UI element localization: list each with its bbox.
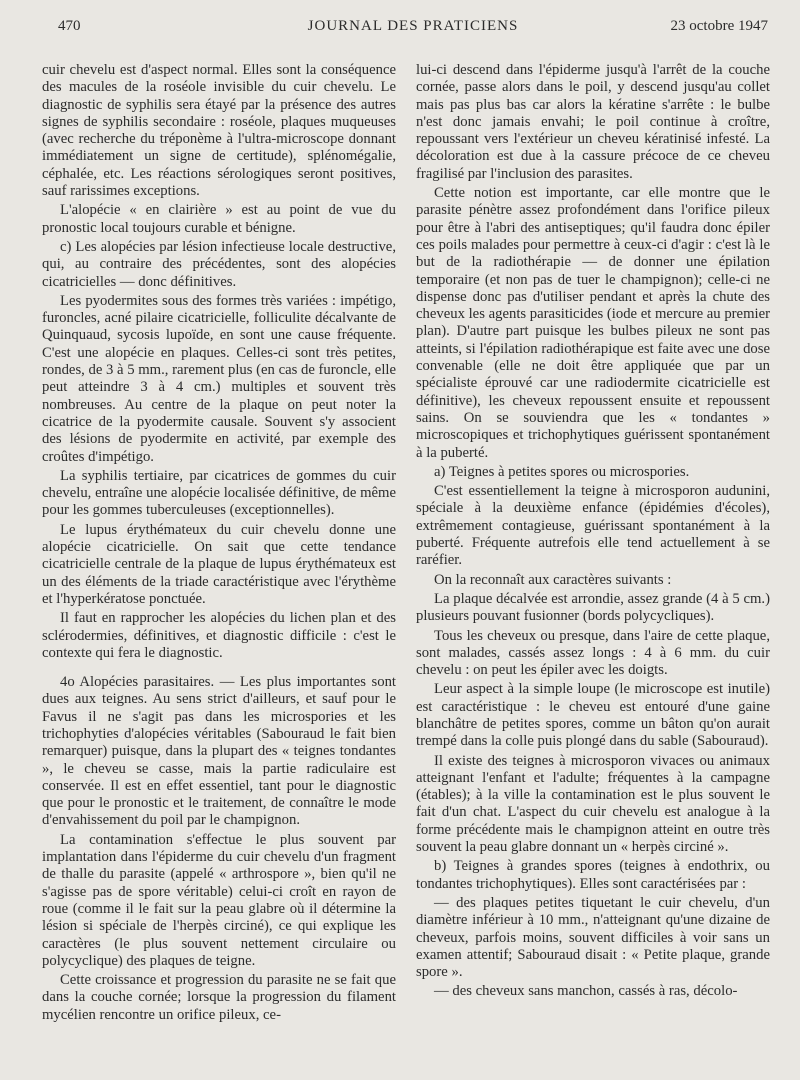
paragraph: On la reconnaît aux caractères suivants : <box>434 571 672 588</box>
paragraph: L'alopécie « en clairière » est au point de vue du pronostic local toujours curable et bénigne. <box>42 202 396 236</box>
paragraph: cuir chevelu est d'aspect normal. Elles sont la conséquence des macules de la roséole invisible du cuir chevelu. Le diagnostic de syphilis sera étayé par la présence des autres signes de syphilis secondaire : roséole, plaques muqueuses (avec recherche du tréponème à l'ultra-microscope donnant immédiatement un signe de certitude), splénomégalie, céphalée, etc. Les réactions sérologiques seront positives, sauf rarissimes exceptions. <box>42 62 396 200</box>
paragraph: La contamination s'effectue le plus souvent par implantation dans l'épiderme du cuir chevelu d'un fragment de thalle du parasite (appelé « arthrospore », bien qu'il ne s'agisse pas de spore véritable) celui-ci croît en rayon de roue (comme il le fait sur la peau glabre où il détermine la lésion si spéciale de l'herpès circiné), ce qui explique les caractères (le plus souvent nettement circulaire ou polycyclique) des plaques de teigne. <box>42 831 396 969</box>
left-column <box>42 62 396 1072</box>
paragraph: Il faut en rapprocher les alopécies du lichen plan et des sclérodermies, définitives, et diagnostic difficile : c'est le contexte qui fera le diagnostic. <box>42 610 396 661</box>
paragraph: Cette notion est importante, car elle montre que le parasite pénètre assez profondément dans l'orifice pileux pour être à l'abri des antiseptiques; qu'il faudra donc épiler ces poils malades pour permettre à ceux-ci d'agir : c'est là le but de la radiothérapie — de donner une épilation temporaire (et non pas de tuer le champignon); celle-ci ne dispense donc pas d'utiliser pendant et après la chute des cheveux les agents parasiticides (iode et mercure au premier plan). D'autre part puisque les bulbes pileux ne sont pas atteints, si l'épilation radiothérapique est faite avec une dose convenable (elle ne doit être appliquée que par un spécialiste éprouvé car une radiodermite cicatricielle est définitive), les cheveux repoussent ensuite et repoussent sains. On se souviendra que les « tondantes » microscopiques et trichophytiques guérissent spontanément à la puberté. <box>416 185 770 461</box>
right-column <box>416 62 770 1072</box>
paragraph: La plaque décalvée est arrondie, assez grande (4 à 5 cm.) plusieurs pouvant fusionner (bords polycycliques). <box>416 590 770 625</box>
section-heading-paragraph: 4o Alopécies parasitaires. — Les plus importantes sont dues aux teignes. Au sens strict d'ailleurs, et sauf pour le Favus il ne s'agit pas dans les microspories et les trichophyties d'alopécies véritables (Sabouraud le fait bien remarquer) puisque, dans la plupart des « teignes tondantes », le cheveu se casse, mais la partie radiculaire est conservée. Il est en effet essentiel, tant pour le diagnostic que pour le pronostic et le traitement, de connaître le mode d'envahissement du poil par le champignon. <box>42 674 396 829</box>
paragraph: Il existe des teignes à microsporon vivaces ou animaux atteignant l'enfant et l'adulte; fréquentes à la campagne (étables); à la ville la contamination est le plus souvent le fait d'un chat. L'aspect du cuir chevelu est analogue à la forme précédente mais le champignon atteint en outre très souvent la peau glabre donnant un « herpès circiné ». <box>416 752 770 856</box>
paragraph: Le lupus érythémateux du cuir chevelu donne une alopécie cicatricielle. On sait que cette tendance cicatricielle centrale de la plaque de lupus érythémateux est un des éléments de la triade caractéristique avec l'érythème et l'hyperkératose ponctuée. <box>42 521 396 607</box>
page-number: 470 <box>58 18 81 34</box>
text-columns <box>42 62 770 1072</box>
paragraph: Cette croissance et progression du parasite ne se fait que dans la couche cornée; lorsque la progression du filament mycélien rencontre un orifice pileux, ce- <box>42 972 396 1023</box>
journal-title: JOURNAL DES PRATICIENS <box>307 18 519 34</box>
paragraph: Les pyodermites sous des formes très variées : impétigo, furoncles, acné pilaire cicatricielle, folliculite décalvante de Quinquaud, sycosis lupoïde, en sont une cause fréquente. C'est une alopécie en plaques. Celles-ci sont très petites, rondes, de 3 à 5 mm., rarement plus (en cas de furoncle, elle peut atteindre 3 à 4 cm.) multiples et souvent très nombreuses. Au centre de la plaque on peut noter la cicatrice de la pyodermite causale. Souvent s'y associent des lésions de pyodermite en activité, par exemple des croûtes d'impétigo. <box>42 292 396 465</box>
paragraph: C'est essentiellement la teigne à microsporon audunini, spéciale à la deuxième enfance (épidémies d'écoles), extrêmement contagieuse, guérissant spontanément à la puberté. Fréquente autrefois elle tend actuellement à se raréfier. <box>416 483 770 569</box>
paragraph: La syphilis tertiaire, par cicatrices de gommes du cuir chevelu, entraîne une alopécie localisée définitive, de même pour les gommes tuberculeuses (exceptionnelles). <box>42 467 396 519</box>
page-header <box>58 18 768 40</box>
paragraph: c) Les alopécies par lésion infectieuse locale destructive, qui, au contraire des précédentes, sont des alopécies cicatricielles — donc définitives. <box>42 238 396 290</box>
paragraph: Leur aspect à la simple loupe (le microscope est inutile) est caractéristique : le cheveu est entouré d'une gaine blanchâtre de petites spores, comme un bâton qu'on aurait trempé dans la colle puis plongé dans du sable (Sabouraud). <box>416 681 770 750</box>
paragraph: lui-ci descend dans l'épiderme jusqu'à l'arrêt de la couche cornée, passe alors dans le poil, y descend jusqu'au collet mais pas plus bas car alors la kératine s'arrête : le bulbe n'est donc jamais envahi; le poil continue à croître, repoussant vers l'extérieur un cheveu kératinisé infesté. La décoloration est due à la cassure précoce de ce cheveu fragilisé par l'inclusion des parasites. <box>416 62 770 182</box>
subsection-heading: a) Teignes à petites spores ou microspories. <box>434 463 690 480</box>
issue-date: 23 octobre 1947 <box>670 18 768 34</box>
subsection-heading-paragraph: b) Teignes à grandes spores (teignes à endothrix, ou tondantes trichophytiques). Elles sont caractérisées par : <box>416 858 770 892</box>
paragraph: Tous les cheveux ou presque, dans l'aire de cette plaque, sont malades, cassés assez longs : 4 à 6 mm. du cuir chevelu : on peut les épiler avec les doigts. <box>416 627 770 679</box>
paragraph: — des plaques petites tiquetant le cuir chevelu, d'un diamètre inférieur à 10 mm., n'atteignant qu'une dizaine de cheveux, parfois moins, souvent difficiles à voir sans un examen attentif; Sabouraud disait : « Petite plaque, grande spore ». <box>416 894 770 981</box>
paragraph: — des cheveux sans manchon, cassés à ras, décolo- <box>434 983 738 1000</box>
